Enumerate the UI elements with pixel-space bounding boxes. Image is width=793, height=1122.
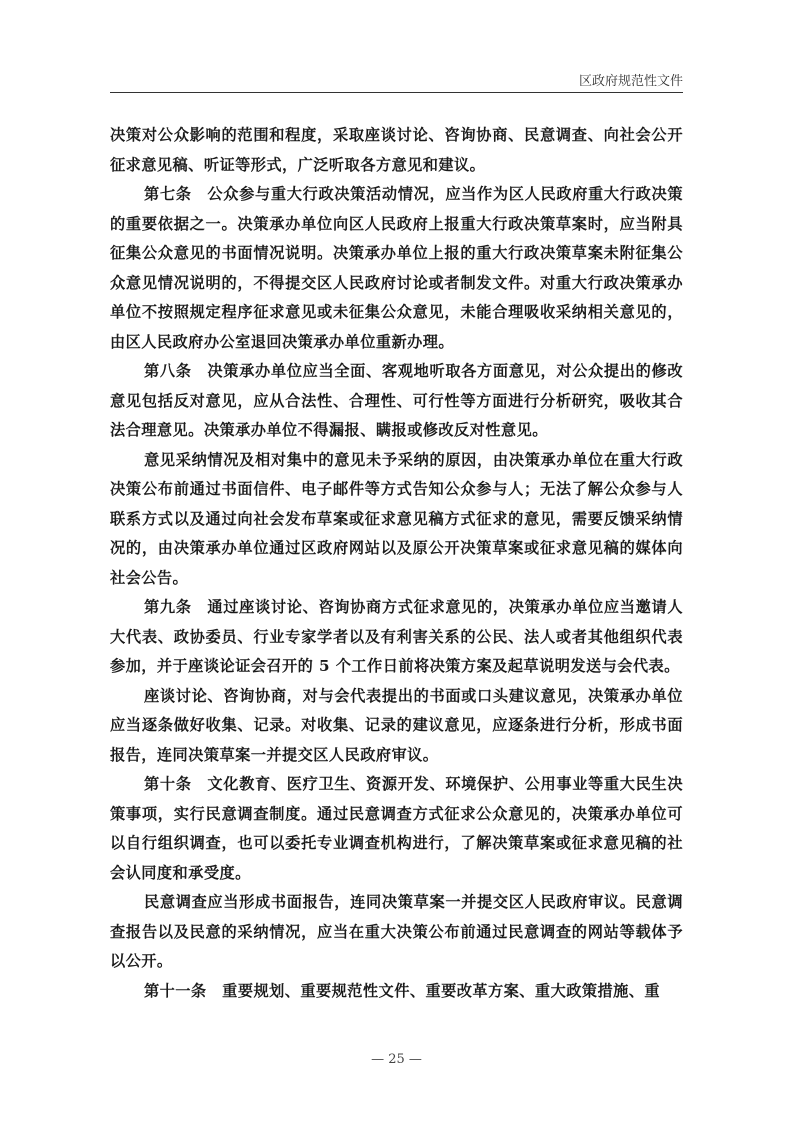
article-9-paragraph-2: 座谈讨论、咨询协商，对与会代表提出的书面或口头建议意见，决策承办单位应当逐条做好收集、记录。对收集、记录的建议意见，应逐条进行分析，形成书面报告，连同决策草案一并提交区人民政府审议。 <box>110 686 683 764</box>
article-10-paragraph-2: 民意调查应当形成书面报告，连同决策草案一并提交区人民政府审议。民意调查报告以及民意的采纳情况，应当在重大决策公布前通过民意调查的网站等载体予以公开。 <box>110 893 683 970</box>
running-header: 区政府规范性文件 <box>578 74 683 89</box>
article-7: 第七条 公众参与重大行政决策活动情况，应当作为区人民政府重大行政决策的重要依据之一。决策承办单位向区人民政府上报重大行政决策草案时，应当附具征集公众意见的书面情况说明。决策承办单位上报的重大行政决策草案未附征集公众意见情况说明的，不得提交区人民政府讨论或者制发文件。对重大行政决策承办单位不按照规定程序征求意见或未征集公众意见，未能合理吸收采纳相关意见的，由区人民政府办公室退回决策承办单位重新办理。 <box>110 185 683 351</box>
document-body <box>110 121 683 1006</box>
article-8-paragraph-2: 意见采纳情况及相对集中的意见未予采纳的原因，由决策承办单位在重大行政决策公布前通过书面信件、电子邮件等方式告知公众参与人；无法了解公众参与人联系方式以及通过向社会发布草案或征求意见稿方式征求的意见，需要反馈采纳情况的，由决策承办单位通过区政府网站以及原公开决策草案或征求意见稿的媒体向社会公告。 <box>110 450 683 587</box>
article-8: 第八条 决策承办单位应当全面、客观地听取各方面意见，对公众提出的修改意见包括反对意见，应从合法性、合理性、可行性等方面进行分析研究，吸收其合法合理意见。决策承办单位不得漏报、瞒报或修改反对性意见。 <box>110 362 683 439</box>
article-10: 第十条 文化教育、医疗卫生、资源开发、环境保护、公用事业等重大民生决策事项，实行民意调查制度。通过民意调查方式征求公众意见的，决策承办单位可以自行组织调查，也可以委托专业调查机构进行，了解决策草案或征求意见稿的社会认同度和承受度。 <box>110 775 683 882</box>
page-number: — 25 — <box>371 1052 422 1067</box>
article-11: 第十一条 重要规划、重要规范性文件、重要改革方案、重大政策措施、重 <box>144 981 661 1000</box>
paragraph-continued: 决策对公众影响的范围和程度，采取座谈讨论、咨询协商、民意调查、向社会公开征求意见稿、听证等形式，广泛听取各方意见和建议。 <box>110 126 683 174</box>
article-9: 第九条 通过座谈讨论、咨询协商方式征求意见的，决策承办单位应当邀请人大代表、政协委员、行业专家学者以及有利害关系的公民、法人或者其他组织代表参加，并于座谈论证会召开的 5 个工作日前将决策方案及起草说明发送与会代表。 <box>110 598 683 675</box>
header-rule <box>110 92 683 93</box>
